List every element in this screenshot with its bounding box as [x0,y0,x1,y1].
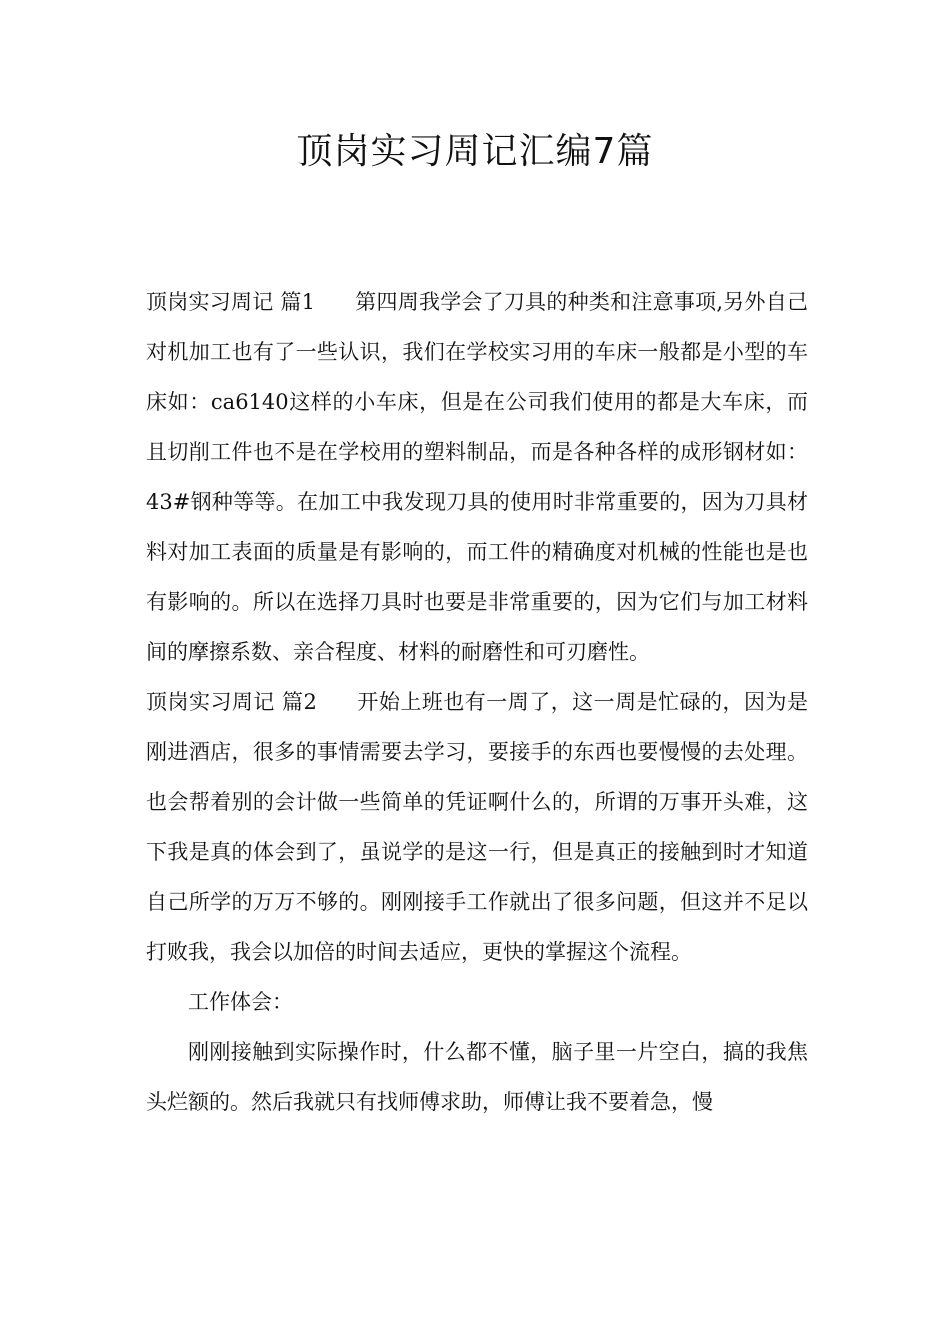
section-heading-2: 顶岗实习周记 篇2 [146,690,317,714]
paragraph-text-1: 第四周我学会了刀具的种类和注意事项,另外自己对机加工也有了一些认识，我们在学校实习用的车床一般都是小型的车床如：ca6140这样的小车床，但是在公司我们使用的都是大车床，而且切削工件也不是在学校用的塑料制品，而是各种各样的成形钢材如：43#钢种等等。在加工中我发现刀具的使用时非常重要的，因为刀具材料对加工表面的质量是有影响的，而工件的精确度对机械的性能也是也有影响的。所以在选择刀具时也要是非常重要的，因为它们与加工材料间的摩擦系数、亲合程度、材料的耐磨性和可刃磨性。 [146,290,808,664]
paragraph-week-1 [146,277,808,677]
paragraph-text-3: 工作体会： [188,990,293,1014]
section-heading-1: 顶岗实习周记 篇1 [146,290,315,314]
paragraph-text-2: 开始上班也有一周了，这一周是忙碌的，因为是刚进酒店，很多的事情需要去学习，要接手的东西也要慢慢的去处理。也会帮着别的会计做一些简单的凭证啊什么的，所谓的万事开头难，这下我是真的体会到了，虽说学的是这一行，但是真正的接触到时才知道自己所学的万万不够的。刚刚接手工作就出了很多问题，但这并不足以打败我，我会以加倍的时间去适应，更快的掌握这个流程。 [146,690,808,964]
document-title: 顶岗实习周记汇编7篇 [296,131,654,172]
paragraph-text-4: 刚刚接触到实际操作时，什么都不懂，脑子里一片空白，搞的我焦头烂额的。然后我就只有找师傅求助，师傅让我不要着急，慢 [146,1040,808,1114]
paragraph-week-2 [146,677,808,977]
paragraph-work-experience-label [146,977,808,1027]
document-body [146,277,808,1127]
paragraph-work-experience [146,1027,808,1127]
